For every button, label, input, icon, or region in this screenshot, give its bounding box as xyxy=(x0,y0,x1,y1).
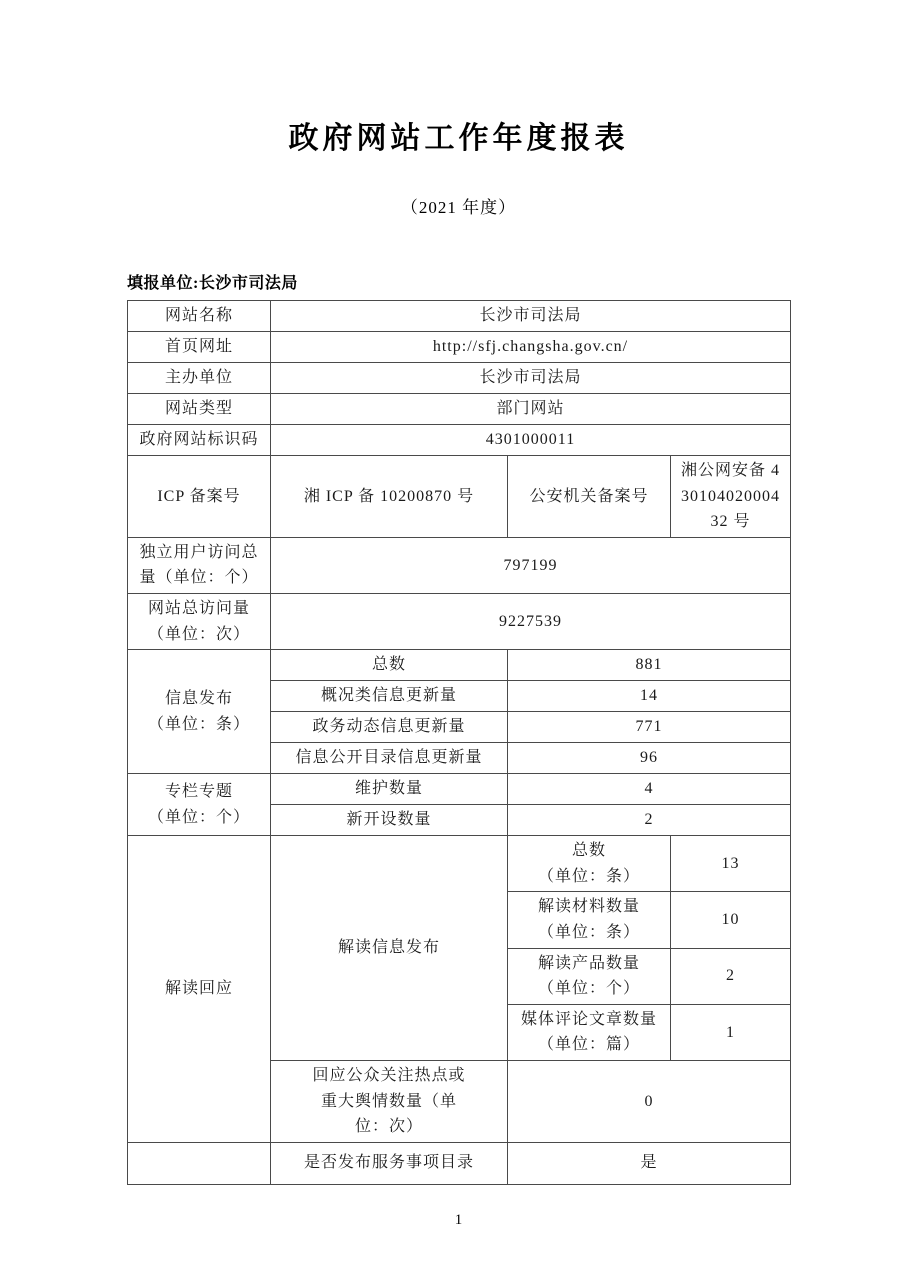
page-number: 1 xyxy=(454,1211,463,1228)
interpretation-item-value: 2 xyxy=(671,948,791,1004)
interpretation-section-label: 解读回应 xyxy=(128,836,271,1143)
filing-unit: 填报单位:长沙市司法局 xyxy=(127,275,298,292)
police-record-label: 公安机关备案号 xyxy=(508,456,671,538)
row-home-url xyxy=(128,332,791,363)
interpretation-item-value: 10 xyxy=(671,892,791,948)
organizer-label: 主办单位 xyxy=(128,363,271,394)
site-code-label: 政府网站标识码 xyxy=(128,425,271,456)
page-title: 政府网站工作年度报表 xyxy=(288,122,629,155)
interpretation-item-title: 媒体评论文章数量 xyxy=(520,1010,657,1028)
interpretation-item-label xyxy=(508,892,671,948)
site-name-value: 长沙市司法局 xyxy=(271,301,791,332)
interpretation-item-unit: （单位：条） xyxy=(537,923,640,941)
row-total-visits xyxy=(128,593,791,649)
police-record-value: 湘公网安备 43010402000432 号 xyxy=(671,456,791,538)
special-topics-title: 专栏专题 xyxy=(164,783,233,801)
special-topics-item-label: 新开设数量 xyxy=(271,805,508,836)
interpretation-item-title: 解读材料数量 xyxy=(537,898,640,916)
organizer-value: 长沙市司法局 xyxy=(271,363,791,394)
info-publish-item-label: 政务动态信息更新量 xyxy=(271,712,508,743)
interpretation-item-title: 解读产品数量 xyxy=(537,954,640,972)
special-topics-item-value: 4 xyxy=(508,774,791,805)
interpretation-item-title: 总数 xyxy=(571,842,606,860)
interpretation-publish-label: 解读信息发布 xyxy=(271,836,508,1061)
info-publish-item-value: 771 xyxy=(508,712,791,743)
row-icp xyxy=(128,456,791,538)
info-publish-item-label: 总数 xyxy=(271,650,508,681)
site-name-label: 网站名称 xyxy=(128,301,271,332)
service-directory-value: 是 xyxy=(508,1142,791,1184)
row-special-topics-maintained xyxy=(128,774,791,805)
home-url-label: 首页网址 xyxy=(128,332,271,363)
row-info-publish-total xyxy=(128,650,791,681)
info-publish-item-value: 96 xyxy=(508,743,791,774)
special-topics-item-label: 维护数量 xyxy=(271,774,508,805)
info-publish-section-label xyxy=(128,650,271,774)
unique-visitors-label: 独立用户访问总量（单位：个） xyxy=(128,537,271,593)
row-organizer xyxy=(128,363,791,394)
interpretation-item-unit: （单位：个） xyxy=(537,980,640,998)
row-service-directory xyxy=(128,1142,791,1184)
interpretation-item-value: 1 xyxy=(671,1004,791,1060)
interpretation-item-label xyxy=(508,948,671,1004)
document-content xyxy=(127,0,790,1229)
annual-report-table xyxy=(127,300,791,1185)
site-type-label: 网站类型 xyxy=(128,394,271,425)
row-site-name xyxy=(128,301,791,332)
info-publish-item-label: 信息公开目录信息更新量 xyxy=(271,743,508,774)
next-section-label-empty xyxy=(128,1142,271,1184)
info-publish-title: 信息发布 xyxy=(164,690,233,708)
info-publish-unit: （单位：条） xyxy=(147,715,250,733)
site-type-value: 部门网站 xyxy=(271,394,791,425)
interpretation-item-value: 13 xyxy=(671,836,791,892)
hotspot-label-text: 回应公众关注热点或重大舆情数量（单位：次） xyxy=(312,1066,466,1136)
home-url-value: http://sfj.changsha.gov.cn/ xyxy=(271,332,791,363)
hotspot-label xyxy=(271,1060,508,1142)
hotspot-value: 0 xyxy=(508,1060,791,1142)
interpretation-item-label xyxy=(508,836,671,892)
report-year: （2021 年度） xyxy=(400,198,517,217)
info-publish-item-label: 概况类信息更新量 xyxy=(271,681,508,712)
interpretation-item-unit: （单位：条） xyxy=(537,867,640,885)
icp-label: ICP 备案号 xyxy=(128,456,271,538)
interpretation-item-label xyxy=(508,1004,671,1060)
row-site-type xyxy=(128,394,791,425)
row-unique-visitors xyxy=(128,537,791,593)
special-topics-item-value: 2 xyxy=(508,805,791,836)
total-visits-value: 9227539 xyxy=(271,593,791,649)
info-publish-item-value: 14 xyxy=(508,681,791,712)
info-publish-item-value: 881 xyxy=(508,650,791,681)
special-topics-unit: （单位：个） xyxy=(147,808,250,826)
unique-visitors-value: 797199 xyxy=(271,537,791,593)
service-directory-label: 是否发布服务事项目录 xyxy=(271,1142,508,1184)
row-interpretation-total xyxy=(128,836,791,892)
icp-value: 湘 ICP 备 10200870 号 xyxy=(271,456,508,538)
interpretation-item-unit: （单位：篇） xyxy=(537,1036,640,1054)
total-visits-label: 网站总访问量（单位：次） xyxy=(128,593,271,649)
row-site-code xyxy=(128,425,791,456)
site-code-value: 4301000011 xyxy=(271,425,791,456)
special-topics-section-label xyxy=(128,774,271,836)
